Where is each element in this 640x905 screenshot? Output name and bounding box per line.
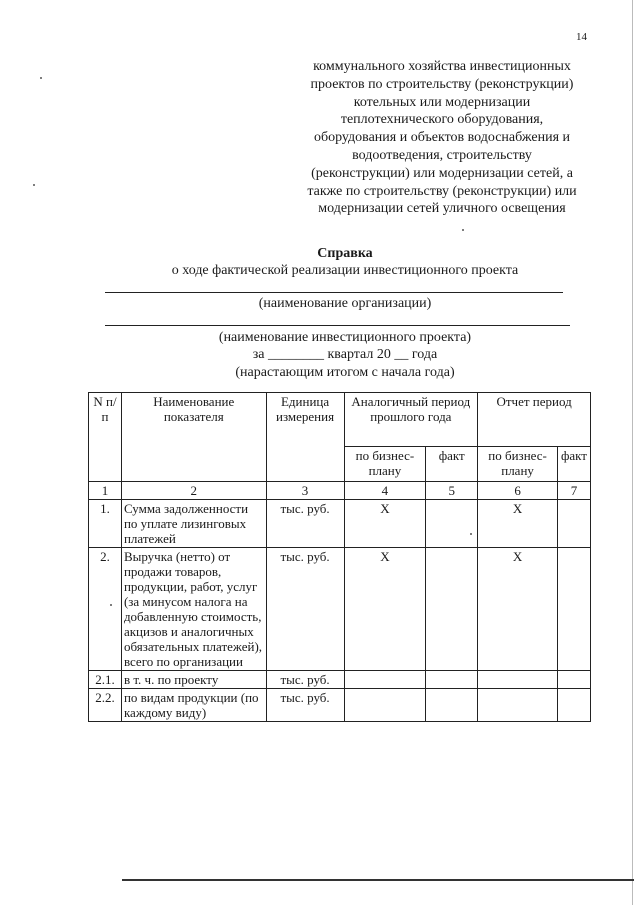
row-prev-plan: Х <box>344 500 426 548</box>
row-unit: тыс. руб. <box>266 548 344 671</box>
row-unit: тыс. руб. <box>266 689 344 722</box>
table-row <box>89 671 591 689</box>
row-num: 2.2. <box>89 689 122 722</box>
header-name: Наименование показателя <box>121 393 266 482</box>
header-report-period: Отчет период <box>478 393 591 447</box>
header-block <box>282 58 602 218</box>
column-number: 7 <box>557 482 590 500</box>
header-line: теплотехнического оборудования, <box>340 112 544 128</box>
column-number: 3 <box>266 482 344 500</box>
header-prev-fact: факт <box>426 446 478 481</box>
table-row <box>89 548 591 671</box>
document-title: Справка <box>317 246 373 261</box>
project-caption: (наименование инвестиционного проекта) <box>218 330 472 345</box>
table-row <box>89 500 591 548</box>
row-prev-fact <box>426 500 478 548</box>
row-num: 1. <box>89 500 122 548</box>
document-subtitle: о ходе фактической реализации инвестиционного проекта <box>171 263 519 278</box>
cumulative-note: (нарастающим итогом с начала года) <box>235 365 455 380</box>
header-unit: Единица измерения <box>266 393 344 482</box>
row-rep-fact <box>557 671 590 689</box>
column-number: 5 <box>426 482 478 500</box>
column-number: 4 <box>344 482 426 500</box>
header-line: (реконструкции) или модернизации сетей, а <box>311 165 573 181</box>
scan-bottom-line <box>122 879 634 881</box>
quarter-line: за ________ квартал 20 __ года <box>252 347 438 362</box>
row-prev-fact <box>426 671 478 689</box>
page-number: 14 <box>576 31 587 43</box>
row-rep-plan: Х <box>478 500 558 548</box>
column-number: 2 <box>121 482 266 500</box>
organization-blank-line <box>105 292 563 293</box>
header-line: водоотведения, строительству <box>352 147 532 163</box>
header-num: N п/п <box>89 393 122 482</box>
row-prev-fact <box>426 689 478 722</box>
row-name: Сумма задолженности по уплате лизинговых платежей <box>121 500 266 548</box>
column-number: 1 <box>89 482 122 500</box>
scan-speck <box>462 229 464 231</box>
header-line: котельных или модернизации <box>353 94 531 110</box>
table-header-row <box>89 393 591 447</box>
row-prev-plan <box>344 689 426 722</box>
row-name: в т. ч. по проекту <box>121 671 266 689</box>
row-name: по видам продукции (по каждому виду) <box>121 689 266 722</box>
row-rep-fact <box>557 689 590 722</box>
row-rep-plan <box>478 689 558 722</box>
row-rep-fact <box>557 548 590 671</box>
row-name: Выручка (нетто) от продажи товаров, продукции, работ, услуг (за минусом налога на добавленную стоимость, акцизов и аналогичных обязательных платежей), всего по организации <box>121 548 266 671</box>
header-prev-period: Аналогичный период прошлого года <box>344 393 478 447</box>
row-rep-plan: Х <box>478 548 558 671</box>
column-number: 6 <box>478 482 558 500</box>
project-blank-line <box>105 325 570 326</box>
header-line: также по строительству (реконструкции) или <box>307 183 577 199</box>
row-num: 2. <box>89 548 122 671</box>
row-num: 2.1. <box>89 671 122 689</box>
column-number-row <box>89 482 591 500</box>
scan-speck <box>470 533 472 535</box>
header-rep-plan: по бизнес-плану <box>478 446 558 481</box>
row-prev-plan: Х <box>344 548 426 671</box>
row-rep-fact <box>557 500 590 548</box>
scan-edge-line <box>632 0 633 905</box>
header-prev-plan: по бизнес-плану <box>344 446 426 481</box>
header-line: проектов по строительству (реконструкции) <box>310 76 574 92</box>
organization-caption: (наименование организации) <box>258 296 432 311</box>
header-line: коммунального хозяйства инвестиционных <box>313 59 571 74</box>
row-prev-plan <box>344 671 426 689</box>
scan-speck <box>33 184 35 186</box>
header-rep-fact: факт <box>557 446 590 481</box>
row-unit: тыс. руб. <box>266 671 344 689</box>
scan-speck <box>110 604 112 606</box>
row-rep-plan <box>478 671 558 689</box>
table-row <box>89 689 591 722</box>
header-line: оборудования и объектов водоснабжения и <box>313 130 571 146</box>
header-line: модернизации сетей уличного освещения <box>318 201 566 217</box>
scan-speck <box>40 77 42 79</box>
row-prev-fact <box>426 548 478 671</box>
row-unit: тыс. руб. <box>266 500 344 548</box>
report-table <box>88 392 591 722</box>
